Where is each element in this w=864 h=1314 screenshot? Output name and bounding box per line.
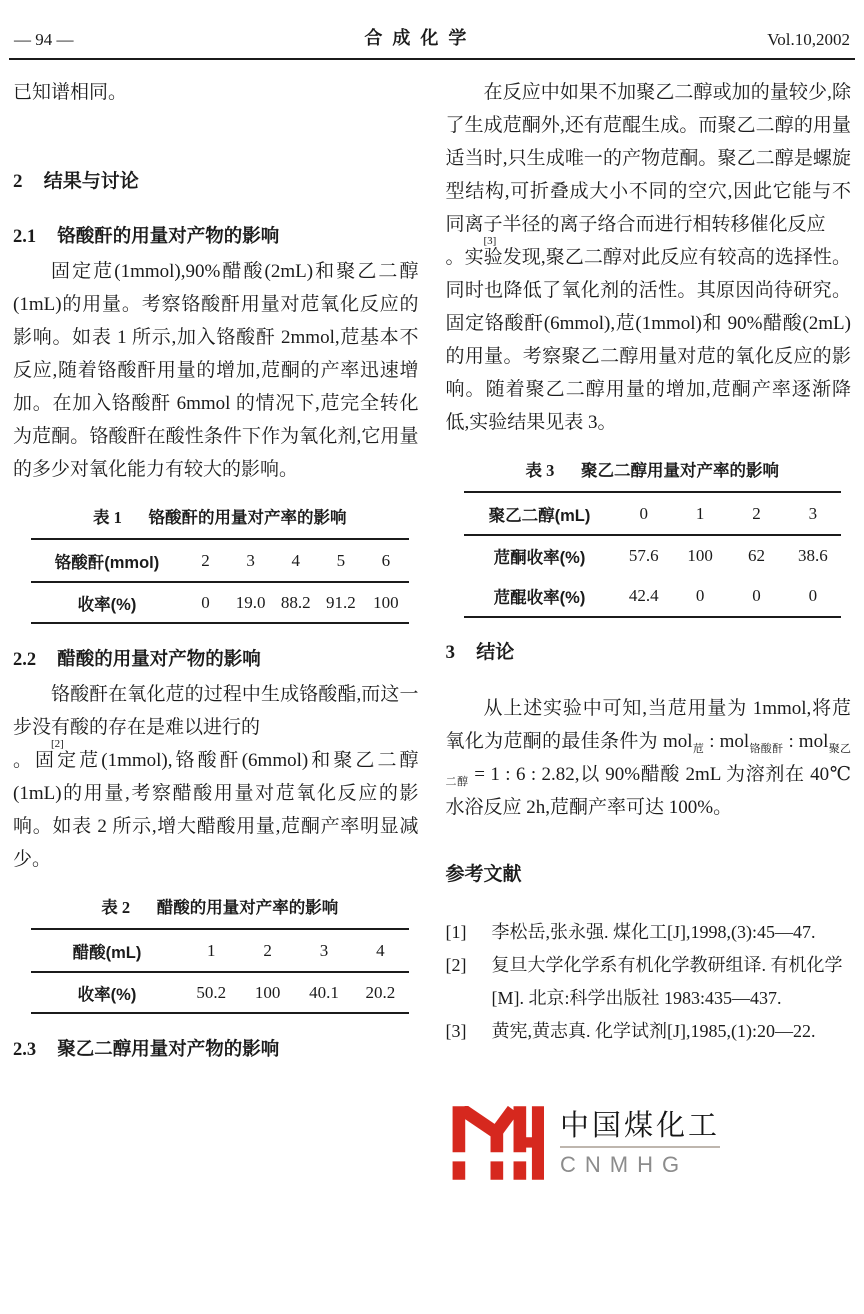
- table-1-row-label: 铬酸酐(mmol): [54, 553, 160, 572]
- reference-item: [446, 916, 852, 949]
- table-1-label: 表 1: [93, 508, 122, 527]
- table-cell: 100: [687, 545, 713, 565]
- table-cell: 6: [381, 550, 391, 570]
- table-2-label: 表 2: [101, 898, 131, 917]
- table-row: [31, 971, 409, 1012]
- paragraph-2-2-text: 铬酸酐在氧化苊的过程中生成铬酸酯,而这一步没有酸的存在是难以进行的: [13, 684, 419, 738]
- section-2-1-number: 2.1: [13, 227, 37, 247]
- section-3-number: 3: [445, 642, 455, 663]
- table-cell: 4: [376, 940, 385, 960]
- cnmhg-watermark-logo: [452, 1106, 720, 1180]
- mol-subscript: 铬酸酐: [749, 742, 784, 755]
- myh-logo-icon: [452, 1106, 544, 1180]
- table-cell: 5: [336, 550, 346, 570]
- table-3-title: 聚乙二醇用量对产率的影响: [580, 462, 779, 480]
- table-cell: 2: [263, 940, 272, 960]
- table-cell: 42.4: [628, 585, 659, 605]
- conclusion-text: : mol: [704, 731, 750, 752]
- table-cell: 0: [808, 585, 818, 605]
- reference-text: 李松岳,张永强. 煤化工[J],1998,(3):45—47.: [491, 922, 816, 942]
- table-cell: 1: [206, 940, 216, 960]
- table-cell: 4: [291, 550, 300, 570]
- logo-english-name: CNMHG: [560, 1151, 689, 1177]
- table-cell: 3: [319, 940, 329, 960]
- section-2-number: 2: [13, 171, 23, 192]
- two-column-body: [0, 60, 864, 1068]
- table-1: [31, 504, 409, 624]
- table-cell: 38.6: [797, 545, 828, 565]
- paragraph-2-1: [13, 255, 419, 486]
- paragraph-2-1-text: 固定苊(1mmol),90%醋酸(2mL)和聚乙二醇(1mL)的用量。考察铬酸酐用量对苊氧化反应的影响。如表 1 所示,加入铬酸酐 2mmol,苊基本不反应,随着铬酸酐用量的增加,苊酮的产率迅速增加。在加入铬酸酐 6mmol 的情况下,苊完全转化为苊酮。铬酸酐在酸性条件下作为氧化剂,它用量的多少对氧化能力有较大的影响。: [13, 261, 419, 480]
- table-2-title: 醋酸的用量对产率的影响: [156, 899, 339, 917]
- reference-number: [1]: [445, 922, 467, 942]
- table-cell: 40.1: [309, 982, 339, 1002]
- table-1-grid: [31, 538, 409, 624]
- page-number: — 94 —: [14, 30, 74, 49]
- table-cell: 0: [639, 503, 648, 523]
- reference-item: [446, 1015, 852, 1048]
- reference-number: [3]: [445, 1021, 467, 1041]
- table-cell: 62: [747, 545, 765, 565]
- conclusion-text: : mol: [783, 731, 829, 752]
- references-heading-text: 参考文献: [445, 864, 522, 885]
- section-2-2-heading: [13, 644, 419, 675]
- conclusion-text: 从上述实验中可知,当苊用量为 1mmol,将苊氧化为苊酮的最佳条件为 mol: [445, 698, 851, 752]
- section-2-3-title: 聚乙二醇用量对产物的影响: [57, 1038, 280, 1059]
- table-cell: 19.0: [235, 592, 266, 612]
- conclusion-text: = 1 : 6 : 2.82,以 90%醋酸 2mL 为溶剂在 40℃水浴反应 2h,苊酮产率可达 100%。: [445, 764, 852, 818]
- table-3-caption: [464, 457, 842, 481]
- right-column: [446, 76, 852, 1068]
- section-2-3-heading: [13, 1034, 419, 1065]
- section-2-2-number: 2.2: [13, 650, 37, 670]
- table-cell: 91.2: [325, 592, 356, 612]
- intro-continuation: [13, 76, 419, 109]
- table-cell: 57.6: [628, 545, 659, 565]
- table-cell: 100: [254, 982, 281, 1002]
- reference-text: 黄宪,黄志真. 化学试剂[J],1985,(1):20—22.: [491, 1021, 816, 1041]
- reference-number: [2]: [445, 955, 467, 975]
- table-3-grid: [464, 491, 842, 618]
- section-2-2-title: 醋酸的用量对产物的影响: [57, 648, 261, 669]
- section-3-title: 结论: [476, 642, 515, 663]
- section-2-1-heading: [13, 221, 419, 252]
- table-cell: 50.2: [196, 982, 227, 1002]
- left-column: [13, 76, 419, 1068]
- table-row: [31, 540, 409, 581]
- table-cell: 2: [201, 550, 210, 570]
- table-3-row-label: 聚乙二醇(mL): [488, 506, 591, 525]
- table-2-row-label: 醋酸(mL): [72, 943, 142, 962]
- table-cell: 0: [201, 592, 210, 612]
- table-2: [31, 894, 409, 1014]
- intro-text: 已知谱相同。: [13, 82, 128, 103]
- paragraph-r1-text: 在反应中如果不加聚乙二醇或加的量较少,除了生成苊酮外,还有苊醌生成。而聚乙二醇的用量适当时,只生成唯一的产物苊酮。聚乙二醇是螺旋型结构,可折叠成大小不同的空穴,因此它能与不同离子半径的离子络合而进行相转移催化反应: [445, 82, 851, 235]
- table-cell: 100: [373, 592, 399, 612]
- table-row: [464, 493, 842, 534]
- mol-subscript: 苊: [692, 742, 705, 755]
- section-2-1-title: 铬酸酐的用量对产物的影响: [57, 225, 280, 246]
- table-cell: 1: [695, 503, 705, 523]
- table-2-caption: [31, 894, 409, 918]
- paragraph-2-2-text: 。固定苊(1mmol),铬酸酐(6mmol)和聚乙二醇(1mL)的用量,考察醋酸用量对苊氧化反应的影响。如表 2 所示,增大醋酸用量,苊酮产率明显减少。: [13, 750, 419, 870]
- section-3-heading: [446, 638, 852, 668]
- references-heading: [446, 860, 852, 890]
- logo-divider: [560, 1146, 720, 1148]
- page-header: [0, 0, 864, 56]
- table-row: [464, 534, 842, 575]
- section-2-title: 结果与讨论: [43, 171, 139, 192]
- table-row: [31, 930, 409, 971]
- table-cell: 88.2: [280, 592, 311, 612]
- section-2-3-number: 2.3: [13, 1040, 37, 1060]
- reference-text: 复旦大学化学系有机化学教研组译. 有机化学[M]. 北京:科学出版社 1983:435—437.: [491, 955, 843, 1008]
- table-3-label: 表 3: [525, 461, 555, 480]
- table-1-caption: [31, 504, 409, 528]
- table-3-row-label: 苊醌收率(%): [493, 588, 586, 607]
- reference-item: [446, 949, 852, 1015]
- mol-subscript: 聚乙二醇: [445, 742, 851, 788]
- table-cell: 3: [246, 550, 255, 570]
- logo-text-block: [560, 1109, 720, 1178]
- paragraph-r1: 在反应中如果不加聚乙二醇或加的量较少,除了生成苊酮外,还有苊醌生成。而聚乙二醇的用量适当时,只生成唯一的产物苊酮。聚乙二醇是螺旋型结构,可折叠成大小不同的空穴,因此它能与不同离子半径的离子络合而进行相转移催化反应 [3] 。实验发现,聚乙二醇对此反应有较高的选择性。同时也降低了氧化剂的活性。其原因尚待研究。固定铬酸酐(6mmol),苊(1mmol)和 90%醋酸(2mL)的用量。考察聚乙二醇用量对苊的氧化反应的影响。随着聚乙二醇用量的增加,苊酮产率逐渐降低,实验结果见表 3。: [445, 82, 851, 433]
- table-2-grid: [31, 928, 409, 1014]
- table-cell: 20.2: [365, 982, 396, 1002]
- table-2-row-label: 收率(%): [77, 985, 137, 1004]
- logo-chinese-name: 中国煤化工: [560, 1109, 721, 1142]
- table-cell: 2: [752, 503, 761, 523]
- table-cell: 0: [695, 585, 705, 605]
- table-cell: 3: [808, 503, 818, 523]
- table-3: [464, 457, 842, 618]
- paragraph-2-2: 铬酸酐在氧化苊的过程中生成铬酸酯,而这一步没有酸的存在是难以进行的 [2] 。固定苊(1mmol),铬酸酐(6mmol)和聚乙二醇(1mL)的用量,考察醋酸用量对苊氧化反应的影响。如表 2 所示,增大醋酸用量,苊酮产率明显减少。: [13, 684, 419, 870]
- table-row: [31, 581, 409, 622]
- section-2-heading: [13, 167, 419, 197]
- volume-label: Vol.10,2002: [767, 30, 850, 49]
- conclusion-paragraph: [446, 692, 852, 824]
- reference-list: [446, 916, 852, 1048]
- table-cell: 0: [752, 585, 761, 605]
- table-3-row-label: 苊酮收率(%): [493, 548, 586, 567]
- paragraph-r1-text: 。实验发现,聚乙二醇对此反应有较高的选择性。同时也降低了氧化剂的活性。其原因尚待研究。固定铬酸酐(6mmol),苊(1mmol)和 90%醋酸(2mL)的用量。考察聚乙二醇用量对苊的氧化反应的影响。随着聚乙二醇用量的增加,苊酮产率逐渐降低,实验结果见表 3。: [445, 247, 851, 433]
- table-1-title: 铬酸酐的用量对产率的影响: [148, 509, 347, 527]
- table-1-row-label: 收率(%): [77, 595, 137, 614]
- journal-title: 合成化学: [364, 28, 477, 48]
- table-row: [464, 575, 842, 616]
